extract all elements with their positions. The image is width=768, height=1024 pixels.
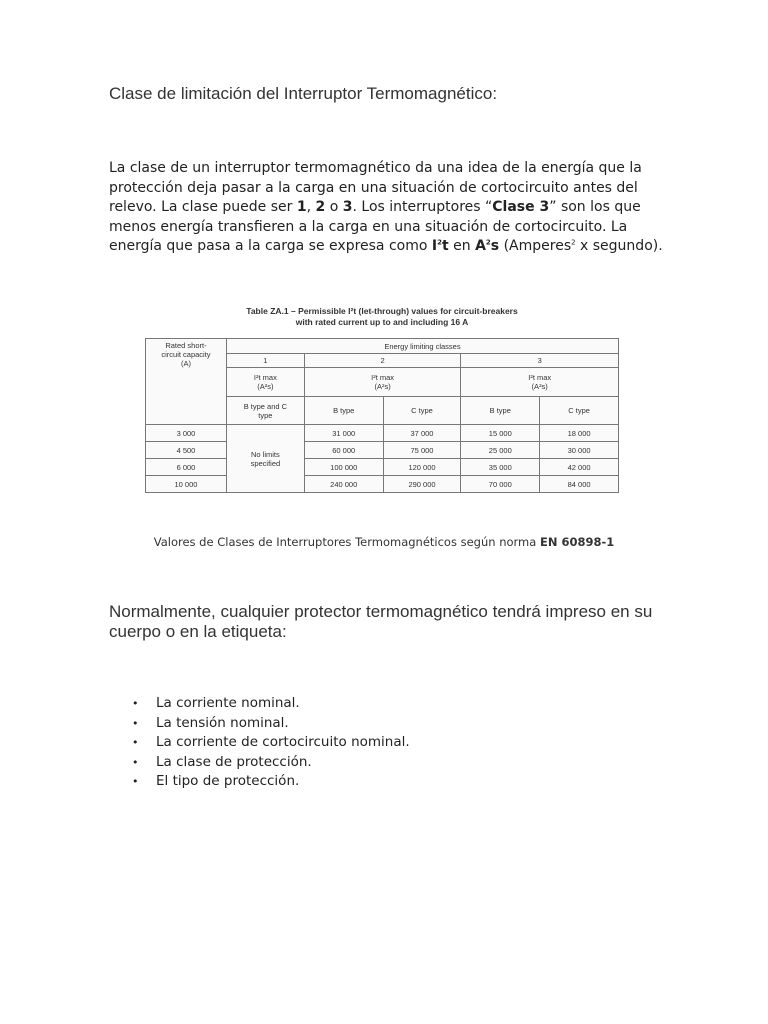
intro-text: . Los interruptores “ [352,199,493,216]
unit-label: (A²s) [374,382,391,391]
capacity-cell: 4 500 [146,442,227,459]
header-b-and-c-type: B type and C type [226,397,304,425]
table-figure [144,306,620,493]
list-item [109,714,410,734]
list-item [109,772,410,792]
table-title-line-2: with rated current up to and including 16 A [295,317,469,327]
value-cell: 84 000 [540,476,619,493]
intro-text: x segundo). [575,238,663,255]
header-i2t-class-3 [461,368,619,397]
i2t-label: I²t max [371,373,395,382]
capacity-cell: 6 000 [146,459,227,476]
list-item-text: La clase de protección. [156,753,312,770]
value-cell: 290 000 [383,476,461,493]
intro-text: ” son los que menos energía transfieren a la carga en una situación de cortocircuito. La energía que pasa a la carga se expresa como [109,199,641,255]
header-b-type: B type [461,397,540,425]
a2s-bold [475,238,499,254]
header-i2t-class-1 [226,368,304,397]
value-cell: 120 000 [383,459,461,476]
value-cell: 60 000 [304,442,383,459]
header-b-type: B type [304,397,383,425]
i2t-i: I [431,238,438,255]
table-row [146,425,619,442]
class-2-bold: 2 [315,199,326,216]
i2t-label: I²t max [528,373,552,382]
header-class-1: 1 [226,354,304,368]
value-cell: 100 000 [304,459,383,476]
i2t-label: I²t max [253,373,277,382]
caption-standard-bold: EN 60898-1 [539,535,615,549]
list-item-text: La corriente nominal. [156,695,300,711]
superscript: 2 [571,238,576,247]
header-class-3: 3 [461,354,619,368]
list-item [109,733,410,753]
header-rated-capacity: Rated short-circuit capacity (A) [146,339,227,425]
caption-text: Valores de Clases de Interruptores Termomagnéticos según norma [153,535,540,549]
value-cell: 25 000 [461,442,540,459]
list-item-text: El tipo de protección. [156,773,300,790]
value-cell: 42 000 [540,459,619,476]
energy-limits-table [145,338,619,493]
table-title [144,306,620,328]
class-1-bold: 1 [296,199,307,216]
no-limits-cell: No limits specified [226,425,304,493]
intro-paragraph [109,159,669,257]
table-row [146,459,619,476]
bullet-icon: • [132,775,139,789]
class-3-bold: 3 [342,199,353,216]
unit-label: (A²s) [257,382,274,391]
intro-text: , [306,199,316,216]
bullet-icon: • [132,697,139,710]
header-class-2: 2 [304,354,461,368]
list-item [109,753,410,773]
superscript: 2 [437,238,442,247]
value-cell: 18 000 [540,425,619,442]
i2t-t: t [441,238,449,255]
section-heading-printed-info: Normalmente, cualquier protector termomagnético tendrá impreso en su cuerpo o en la etiqueta: [109,602,653,641]
value-cell: 35 000 [461,459,540,476]
table-row [146,476,619,493]
value-cell: 15 000 [461,425,540,442]
intro-text: La clase de un interruptor termomagnético da una idea de la energía que la protección deja pasar a la carga en una situación de cortocircuito antes del relevo. La clase puede ser [109,160,642,216]
value-cell: 30 000 [540,442,619,459]
value-cell: 31 000 [304,425,383,442]
clase-3-bold: Clase 3 [492,199,550,216]
list-item-text: La tensión nominal. [156,714,289,731]
table-title-line-1: Table ZA.1 – Permissible I²t (let-through) values for circuit-breakers [246,306,518,316]
a2s-s: s [490,238,500,255]
capacity-cell: 3 000 [146,425,227,442]
a2s-a: A [475,238,486,255]
intro-text: o [325,199,343,216]
header-energy-classes: Energy limiting classes [226,339,618,354]
header-c-type: C type [540,397,619,425]
table-caption [0,535,768,549]
section-heading-limitation-class: Clase de limitación del Interruptor Termomagnético: [109,84,498,103]
value-cell: 240 000 [304,476,383,493]
intro-text: en [448,238,476,255]
header-i2t-class-2 [304,368,461,397]
bullet-icon: • [132,755,139,769]
value-cell: 37 000 [383,425,461,442]
capacity-cell: 10 000 [146,476,227,493]
unit-label: (A²s) [531,382,548,391]
list-item-text: La corriente de cortocircuito nominal. [156,734,410,751]
header-c-type: C type [383,397,461,425]
bullet-icon: • [132,736,139,750]
printed-info-list [109,694,410,792]
bullet-icon: • [132,716,139,730]
intro-text: (Amperes [499,238,572,255]
value-cell: 70 000 [461,476,540,493]
value-cell: 75 000 [383,442,461,459]
superscript: 2 [485,238,491,247]
list-item [109,694,410,714]
i2t-bold [432,238,449,254]
table-row [146,442,619,459]
